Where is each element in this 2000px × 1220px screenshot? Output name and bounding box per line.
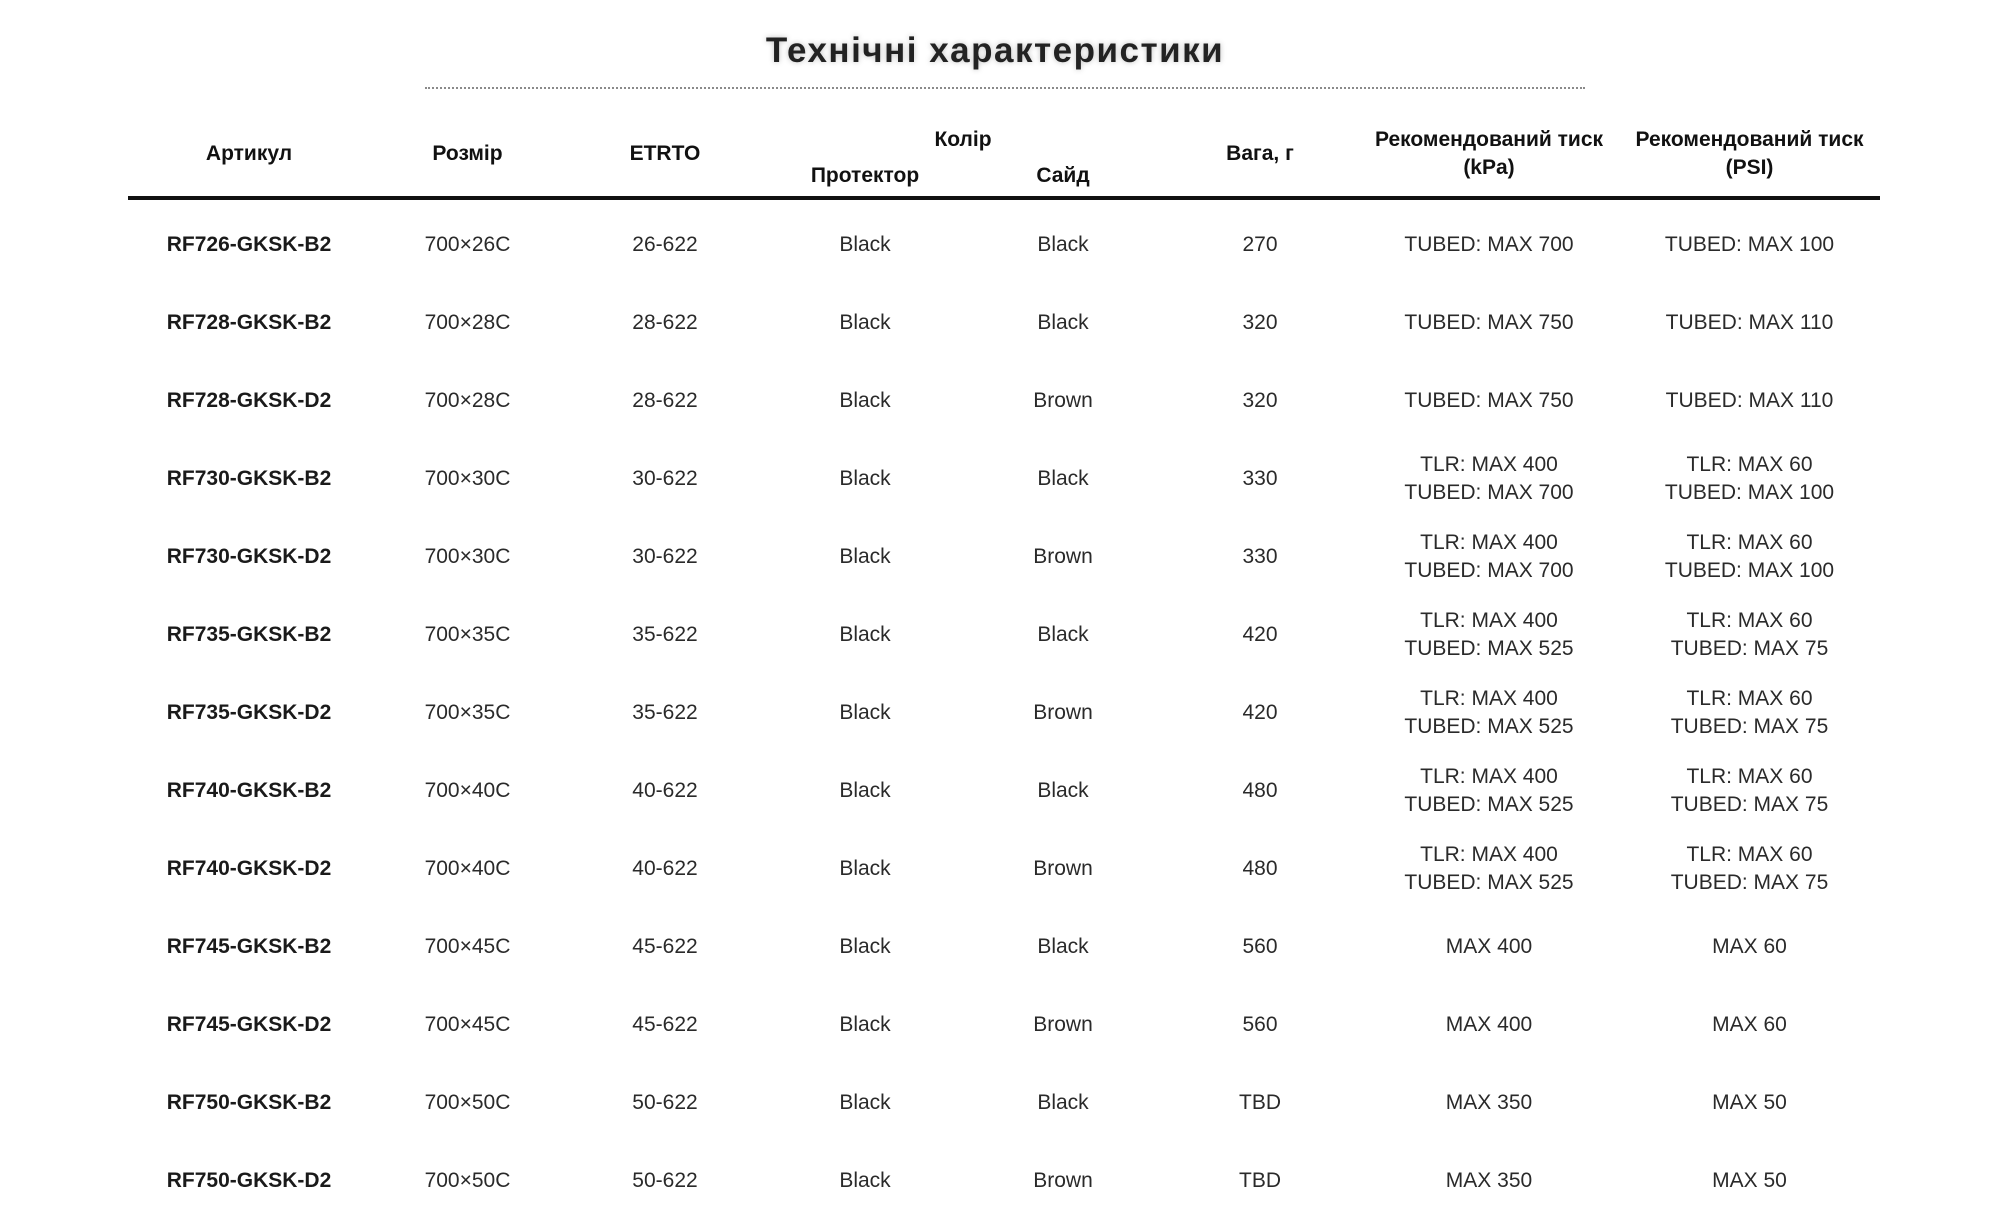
cell-pressure-psi-line: TUBED: MAX 75 — [1670, 871, 1829, 894]
cell-pressure-kpa-line: TLR: MAX 400 — [1420, 687, 1558, 710]
cell-sku: RF728-GKSK-B2 — [166, 311, 332, 334]
header-side-colour: Сайд — [965, 156, 1161, 198]
cell-pressure-kpa-line: MAX 400 — [1445, 1013, 1533, 1036]
cell-pressure-psi-line: TUBED: MAX 110 — [1665, 389, 1834, 412]
cell-size: 700×50C — [424, 1091, 511, 1114]
table-body — [128, 198, 1880, 1220]
cell-etrto: 28-622 — [632, 389, 698, 412]
cell-tread-colour: Black — [839, 701, 891, 724]
cell-pressure-psi — [1619, 1142, 1880, 1220]
cell-pressure-kpa-line: TLR: MAX 400 — [1420, 453, 1558, 476]
cell-side-colour: Black — [1037, 935, 1089, 958]
cell-pressure-kpa-line: TLR: MAX 400 — [1420, 765, 1558, 788]
cell-pressure-psi-line: TUBED: MAX 110 — [1665, 311, 1834, 334]
cell-size: 700×30C — [424, 467, 511, 490]
cell-pressure-psi — [1619, 674, 1880, 752]
cell-weight: 420 — [1242, 623, 1278, 646]
cell-pressure-psi-line: TLR: MAX 60 — [1686, 453, 1813, 476]
cell-side-colour: Brown — [1033, 545, 1093, 568]
cell-pressure-kpa — [1359, 1064, 1619, 1142]
cell-pressure-kpa-line: MAX 400 — [1445, 935, 1533, 958]
cell-sku: RF730-GKSK-B2 — [166, 467, 332, 490]
cell-etrto: 26-622 — [632, 233, 698, 256]
cell-sku: RF750-GKSK-D2 — [166, 1169, 332, 1192]
cell-pressure-psi — [1619, 198, 1880, 284]
cell-side-colour: Black — [1037, 1091, 1089, 1114]
cell-pressure-psi-line: MAX 50 — [1712, 1169, 1787, 1192]
cell-sku: RF745-GKSK-D2 — [166, 1013, 332, 1036]
cell-size: 700×40C — [424, 857, 511, 880]
cell-size: 700×28C — [424, 389, 511, 412]
cell-size: 700×35C — [424, 623, 511, 646]
cell-size: 700×28C — [424, 311, 511, 334]
cell-pressure-kpa-line: TUBED: MAX 750 — [1404, 389, 1574, 412]
cell-weight: 420 — [1242, 701, 1278, 724]
header-colour: Колір — [934, 128, 992, 151]
cell-pressure-kpa — [1359, 198, 1619, 284]
specs-table — [128, 112, 1880, 1220]
cell-pressure-psi-line: TUBED: MAX 75 — [1670, 637, 1829, 660]
cell-side-colour: Black — [1037, 623, 1089, 646]
cell-tread-colour: Black — [839, 1169, 891, 1192]
cell-sku: RF740-GKSK-B2 — [166, 779, 332, 802]
cell-weight: 480 — [1242, 779, 1278, 802]
cell-pressure-psi-line: TLR: MAX 60 — [1686, 609, 1813, 632]
cell-pressure-kpa — [1359, 752, 1619, 830]
cell-tread-colour: Black — [839, 779, 891, 802]
cell-side-colour: Brown — [1033, 701, 1093, 724]
header-etrto: ETRTO — [565, 112, 765, 198]
header-size: Розмір — [370, 112, 565, 198]
table-row — [128, 752, 1880, 830]
cell-pressure-psi-line: TUBED: MAX 100 — [1664, 559, 1835, 582]
cell-pressure-psi-line: TUBED: MAX 75 — [1670, 715, 1829, 738]
cell-size: 700×30C — [424, 545, 511, 568]
header-pressure-psi: Рекомендований тиск (PSI) — [1619, 112, 1880, 198]
cell-sku: RF728-GKSK-D2 — [166, 389, 332, 412]
cell-pressure-psi-line: TUBED: MAX 100 — [1664, 233, 1835, 256]
cell-pressure-psi — [1619, 518, 1880, 596]
cell-sku: RF735-GKSK-D2 — [166, 701, 332, 724]
table-row — [128, 674, 1880, 752]
cell-pressure-kpa-line: TUBED: MAX 525 — [1404, 715, 1574, 738]
table-row — [128, 596, 1880, 674]
cell-etrto: 35-622 — [632, 623, 698, 646]
cell-etrto: 40-622 — [632, 779, 698, 802]
cell-weight: 560 — [1242, 935, 1278, 958]
cell-sku: RF735-GKSK-B2 — [166, 623, 332, 646]
cell-size: 700×45C — [424, 935, 511, 958]
page-title: Технічні характеристики — [765, 31, 1225, 71]
cell-size: 700×26C — [424, 233, 511, 256]
cell-pressure-kpa-line: TUBED: MAX 750 — [1404, 311, 1574, 334]
cell-pressure-kpa — [1359, 830, 1619, 908]
cell-sku: RF745-GKSK-B2 — [166, 935, 332, 958]
cell-size: 700×45C — [424, 1013, 511, 1036]
cell-pressure-kpa — [1359, 986, 1619, 1064]
header-pressure-kpa: Рекомендований тиск (kPa) — [1359, 112, 1619, 198]
cell-pressure-kpa-line: TUBED: MAX 700 — [1404, 481, 1574, 504]
cell-pressure-psi-line: TLR: MAX 60 — [1686, 531, 1813, 554]
cell-pressure-kpa — [1359, 362, 1619, 440]
cell-side-colour: Brown — [1033, 857, 1093, 880]
cell-pressure-kpa-line: TLR: MAX 400 — [1420, 531, 1558, 554]
cell-weight: 480 — [1242, 857, 1278, 880]
cell-pressure-psi — [1619, 986, 1880, 1064]
cell-etrto: 35-622 — [632, 701, 698, 724]
cell-pressure-kpa — [1359, 518, 1619, 596]
cell-etrto: 50-622 — [632, 1169, 698, 1192]
cell-etrto: 45-622 — [632, 1013, 698, 1036]
cell-tread-colour: Black — [839, 857, 891, 880]
table-row — [128, 830, 1880, 908]
cell-tread-colour: Black — [839, 389, 891, 412]
cell-pressure-kpa — [1359, 596, 1619, 674]
cell-pressure-kpa-line: TLR: MAX 400 — [1420, 843, 1558, 866]
cell-pressure-psi-line: TLR: MAX 60 — [1686, 687, 1813, 710]
cell-side-colour: Black — [1037, 233, 1089, 256]
table-row — [128, 518, 1880, 596]
cell-pressure-kpa-line: TUBED: MAX 700 — [1404, 233, 1574, 256]
cell-side-colour: Brown — [1033, 1169, 1093, 1192]
cell-pressure-psi-line: TLR: MAX 60 — [1686, 765, 1813, 788]
cell-size: 700×40C — [424, 779, 511, 802]
cell-tread-colour: Black — [839, 1013, 891, 1036]
cell-tread-colour: Black — [839, 935, 891, 958]
header-tread-colour: Протектор — [765, 156, 965, 198]
header-sku: Артикул — [128, 112, 370, 198]
table-row — [128, 986, 1880, 1064]
table-row — [128, 1142, 1880, 1220]
cell-size: 700×50C — [424, 1169, 511, 1192]
cell-etrto: 45-622 — [632, 935, 698, 958]
cell-pressure-psi — [1619, 284, 1880, 362]
cell-etrto: 30-622 — [632, 545, 698, 568]
cell-pressure-psi — [1619, 440, 1880, 518]
cell-weight: 320 — [1242, 311, 1278, 334]
title-divider — [425, 87, 1585, 89]
cell-weight: TBD — [1239, 1091, 1281, 1114]
cell-pressure-psi — [1619, 908, 1880, 986]
header-weight: Вага, г — [1161, 112, 1359, 198]
table-row — [128, 362, 1880, 440]
cell-sku: RF726-GKSK-B2 — [166, 233, 332, 256]
cell-pressure-psi — [1619, 752, 1880, 830]
table-row — [128, 1064, 1880, 1142]
cell-side-colour: Brown — [1033, 1013, 1093, 1036]
cell-pressure-psi-line: TUBED: MAX 100 — [1664, 481, 1835, 504]
table-header — [128, 112, 1880, 198]
cell-sku: RF740-GKSK-D2 — [166, 857, 332, 880]
cell-pressure-kpa — [1359, 284, 1619, 362]
cell-side-colour: Black — [1037, 779, 1089, 802]
cell-sku: RF750-GKSK-B2 — [166, 1091, 332, 1114]
cell-tread-colour: Black — [839, 311, 891, 334]
cell-side-colour: Brown — [1033, 389, 1093, 412]
cell-pressure-psi — [1619, 596, 1880, 674]
table-row — [128, 198, 1880, 284]
cell-pressure-psi-line: MAX 50 — [1712, 1091, 1787, 1114]
cell-pressure-kpa-line: TUBED: MAX 525 — [1404, 871, 1574, 894]
cell-etrto: 50-622 — [632, 1091, 698, 1114]
cell-pressure-kpa-line: MAX 350 — [1445, 1091, 1533, 1114]
cell-tread-colour: Black — [839, 545, 891, 568]
table-row — [128, 908, 1880, 986]
cell-tread-colour: Black — [839, 233, 891, 256]
cell-pressure-psi — [1619, 362, 1880, 440]
cell-pressure-kpa — [1359, 440, 1619, 518]
cell-pressure-kpa-line: TUBED: MAX 700 — [1404, 559, 1574, 582]
cell-pressure-kpa — [1359, 1142, 1619, 1220]
cell-pressure-kpa-line: MAX 350 — [1445, 1169, 1533, 1192]
cell-tread-colour: Black — [839, 1091, 891, 1114]
cell-pressure-kpa-line: TLR: MAX 400 — [1420, 609, 1558, 632]
cell-tread-colour: Black — [839, 623, 891, 646]
cell-weight: 330 — [1242, 467, 1278, 490]
cell-pressure-kpa — [1359, 674, 1619, 752]
cell-side-colour: Black — [1037, 311, 1089, 334]
cell-etrto: 28-622 — [632, 311, 698, 334]
cell-pressure-psi-line: MAX 60 — [1712, 1013, 1787, 1036]
cell-sku: RF730-GKSK-D2 — [166, 545, 332, 568]
cell-tread-colour: Black — [839, 467, 891, 490]
cell-pressure-psi-line: TUBED: MAX 75 — [1670, 793, 1829, 816]
cell-etrto: 40-622 — [632, 857, 698, 880]
cell-weight: 560 — [1242, 1013, 1278, 1036]
cell-side-colour: Black — [1037, 467, 1089, 490]
table-row — [128, 284, 1880, 362]
cell-pressure-psi-line: MAX 60 — [1712, 935, 1787, 958]
cell-pressure-kpa-line: TUBED: MAX 525 — [1404, 637, 1574, 660]
cell-pressure-psi — [1619, 830, 1880, 908]
cell-pressure-psi — [1619, 1064, 1880, 1142]
cell-weight: TBD — [1239, 1169, 1281, 1192]
table-row — [128, 440, 1880, 518]
cell-weight: 320 — [1242, 389, 1278, 412]
cell-weight: 270 — [1242, 233, 1278, 256]
cell-weight: 330 — [1242, 545, 1278, 568]
cell-pressure-kpa-line: TUBED: MAX 525 — [1404, 793, 1574, 816]
cell-etrto: 30-622 — [632, 467, 698, 490]
cell-pressure-psi-line: TLR: MAX 60 — [1686, 843, 1813, 866]
cell-pressure-kpa — [1359, 908, 1619, 986]
cell-size: 700×35C — [424, 701, 511, 724]
